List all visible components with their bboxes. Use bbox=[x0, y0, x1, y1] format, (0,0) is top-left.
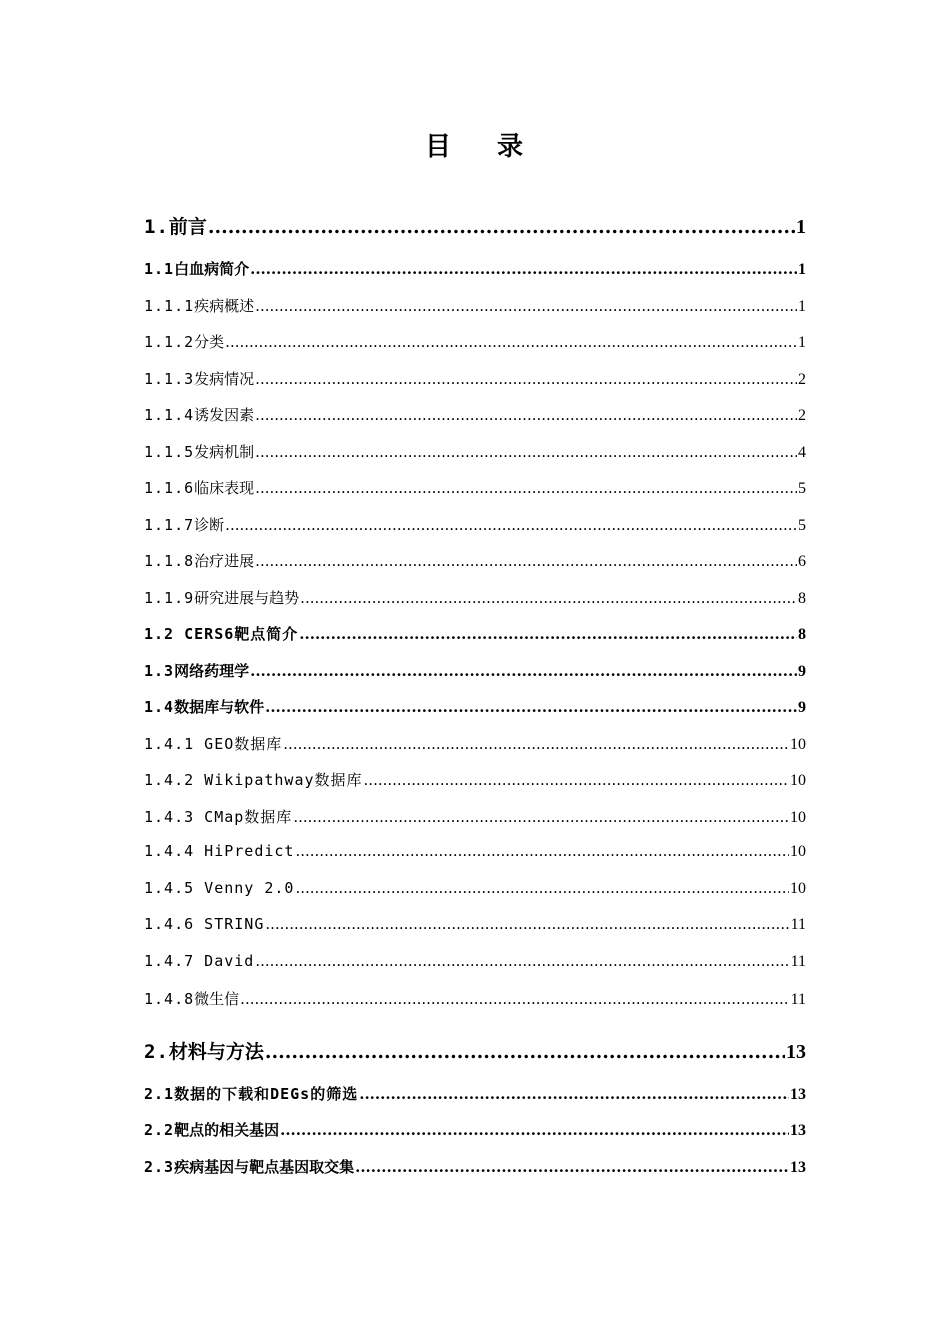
toc-entry[interactable] bbox=[144, 842, 806, 879]
toc-page-number: 2 bbox=[798, 370, 806, 388]
toc-page-number: 5 bbox=[798, 480, 806, 497]
toc-entry-text: 治疗进展 bbox=[194, 552, 255, 570]
toc-page-number: 10 bbox=[790, 879, 806, 897]
toc-entry-number: 2. bbox=[144, 1040, 169, 1063]
toc-leader-dots bbox=[255, 479, 797, 497]
toc-entry[interactable] bbox=[144, 1119, 806, 1156]
toc-entry[interactable] bbox=[144, 368, 806, 405]
toc-entry-label bbox=[144, 587, 299, 608]
toc-entry-text: CMap数据库 bbox=[194, 807, 293, 826]
toc-entry-text: 微生信 bbox=[194, 990, 240, 1008]
toc-entry-label bbox=[144, 550, 254, 571]
toc-page-number: 11 bbox=[790, 916, 806, 933]
toc-leader-dots bbox=[364, 771, 789, 789]
toc-entry-text: 诱发因素 bbox=[194, 406, 255, 424]
toc-entry-label bbox=[144, 623, 298, 644]
toc-entry[interactable] bbox=[144, 514, 806, 551]
toc-entry-text: 诊断 bbox=[194, 515, 225, 534]
toc-entry-label bbox=[144, 258, 249, 279]
toc-leader-dots bbox=[283, 735, 789, 753]
toc-entry-number: 1.3 bbox=[144, 661, 175, 680]
toc-entry-text: 白血病简介 bbox=[174, 260, 250, 278]
toc-leader-dots bbox=[255, 370, 797, 388]
toc-leader-dots bbox=[255, 952, 789, 970]
toc-entry[interactable] bbox=[144, 879, 806, 916]
toc-entry[interactable] bbox=[144, 477, 806, 514]
toc-entry[interactable] bbox=[144, 258, 806, 295]
toc-entry-number: 1.4.2 bbox=[144, 771, 195, 789]
toc-entry-text: 分类 bbox=[194, 333, 225, 351]
toc-entry-label bbox=[144, 1119, 279, 1140]
toc-page-number: 1 bbox=[798, 261, 806, 278]
toc-entry-text: CERS6靶点简介 bbox=[174, 625, 299, 643]
toc-page-number: 10 bbox=[790, 735, 806, 753]
toc-page-number: 8 bbox=[798, 626, 806, 643]
toc-entry-text: 材料与方法 bbox=[168, 1040, 264, 1063]
toc-leader-dots bbox=[208, 216, 795, 238]
toc-entry-number: 1.4.6 bbox=[144, 915, 195, 933]
toc-leader-dots bbox=[293, 808, 789, 826]
toc-entry-number: 1.1.2 bbox=[144, 333, 195, 351]
toc-entry[interactable] bbox=[144, 1037, 806, 1083]
toc-leader-dots bbox=[255, 552, 797, 570]
toc-entry-number: 1. bbox=[144, 216, 169, 238]
toc-entry-text: 靶点的相关基因 bbox=[174, 1121, 280, 1139]
toc-page-number: 11 bbox=[790, 952, 806, 970]
toc-entry-number: 1.1.6 bbox=[144, 479, 195, 497]
toc-leader-dots bbox=[265, 915, 789, 933]
toc-page-number: 13 bbox=[790, 1085, 806, 1103]
toc-entry-number: 1.1.3 bbox=[144, 369, 195, 388]
toc-page-number: 10 bbox=[790, 843, 806, 860]
toc-leader-dots bbox=[255, 443, 797, 461]
toc-entry[interactable] bbox=[144, 404, 806, 441]
toc-title bbox=[0, 126, 950, 163]
toc-entry[interactable] bbox=[144, 1156, 806, 1193]
toc-entry-label bbox=[144, 879, 294, 897]
toc-entry-text: 疾病概述 bbox=[194, 296, 255, 315]
toc-entry-number: 1.2 bbox=[144, 625, 175, 643]
toc-entry-number: 1.4.1 bbox=[144, 734, 195, 753]
toc-page-number: 9 bbox=[798, 699, 806, 716]
toc-entry[interactable] bbox=[144, 441, 806, 478]
toc-entry[interactable] bbox=[144, 733, 806, 770]
toc-entry-label bbox=[144, 441, 254, 462]
toc-entry[interactable] bbox=[144, 769, 806, 806]
toc-entry-text: 疾病基因与靶点基因取交集 bbox=[174, 1157, 355, 1176]
toc-leader-dots bbox=[250, 662, 797, 680]
toc-entry-number: 1.4.5 bbox=[144, 878, 195, 897]
toc-page-number: 10 bbox=[790, 772, 806, 789]
toc-page-number: 1 bbox=[796, 216, 806, 238]
toc-entry-text: 发病机制 bbox=[194, 442, 255, 461]
toc-entry-text: 数据的下载和DEGs的筛选 bbox=[174, 1084, 359, 1103]
toc-leader-dots bbox=[300, 589, 797, 607]
toc-entry-label bbox=[144, 477, 254, 498]
toc-leader-dots bbox=[225, 333, 797, 351]
toc-page-number: 5 bbox=[798, 516, 806, 534]
toc-leader-dots bbox=[240, 990, 789, 1008]
toc-leader-dots bbox=[355, 1158, 789, 1176]
toc-page-number: 13 bbox=[790, 1158, 806, 1176]
toc-entry[interactable] bbox=[144, 550, 806, 587]
toc-leader-dots bbox=[359, 1085, 789, 1103]
toc-entry[interactable] bbox=[144, 1083, 806, 1120]
toc-entry-number: 1.1.9 bbox=[144, 588, 195, 607]
toc-entry[interactable] bbox=[144, 295, 806, 332]
toc-entry-label bbox=[144, 295, 254, 316]
toc-entry[interactable] bbox=[144, 660, 806, 697]
toc-page-number: 13 bbox=[786, 1040, 806, 1063]
toc-page-number: 4 bbox=[798, 443, 806, 461]
toc-entry-number: 1.1.7 bbox=[144, 515, 195, 534]
toc-entry[interactable] bbox=[144, 587, 806, 624]
toc-entry-label bbox=[144, 660, 249, 681]
toc-entry-number: 1.4.8 bbox=[144, 990, 195, 1008]
toc-entry-label bbox=[144, 806, 292, 827]
toc-leader-dots bbox=[225, 516, 797, 534]
toc-entry-label bbox=[144, 1156, 354, 1177]
toc-entry-number: 1.1 bbox=[144, 260, 175, 278]
toc-title-left: 目 bbox=[424, 132, 453, 162]
toc-entry-number: 1.1.8 bbox=[144, 552, 195, 570]
toc-entry-text: 前言 bbox=[168, 216, 207, 238]
toc-entry-label bbox=[144, 368, 254, 389]
toc-entry[interactable] bbox=[144, 212, 806, 258]
toc-page-number: 1 bbox=[798, 334, 806, 351]
toc-entry-text: Venny 2.0 bbox=[194, 878, 295, 897]
toc-entry-label bbox=[144, 769, 363, 790]
toc-entry-text: 研究进展与趋势 bbox=[194, 588, 300, 607]
toc-entry-number: 1.4.4 bbox=[144, 842, 195, 860]
toc-entry-number: 1.4.7 bbox=[144, 951, 195, 970]
toc-entry-number: 1.4 bbox=[144, 698, 175, 716]
toc-entry[interactable] bbox=[144, 806, 806, 843]
toc-entry[interactable] bbox=[144, 988, 806, 1025]
toc-entry-number: 1.1.4 bbox=[144, 406, 195, 424]
toc-entry-number: 2.1 bbox=[144, 1084, 175, 1103]
toc-leader-dots bbox=[295, 879, 789, 897]
toc-title-right: 录 bbox=[497, 132, 526, 162]
toc-entry[interactable] bbox=[144, 331, 806, 368]
toc-entry[interactable] bbox=[144, 952, 806, 989]
toc-page-number: 2 bbox=[798, 407, 806, 424]
toc-leader-dots bbox=[250, 260, 797, 278]
toc-entry[interactable] bbox=[144, 915, 806, 952]
toc-entry-text: Wikipathway数据库 bbox=[194, 771, 363, 789]
toc-entry-text: HiPredict bbox=[194, 842, 295, 860]
toc-leader-dots bbox=[255, 297, 797, 315]
toc-entry-label bbox=[144, 212, 207, 239]
toc-leader-dots bbox=[299, 625, 797, 643]
toc-entry-label bbox=[144, 404, 254, 425]
toc-entry-text: STRING bbox=[194, 915, 265, 933]
toc-entry-text: 数据库与软件 bbox=[174, 698, 265, 716]
toc-entry-text: 发病情况 bbox=[194, 369, 255, 388]
toc-entry-text: GEO数据库 bbox=[194, 734, 283, 753]
toc-entry-text: David bbox=[194, 951, 255, 970]
toc-entry-label bbox=[144, 915, 264, 933]
toc-page-number: 8 bbox=[798, 589, 806, 607]
toc-leader-dots bbox=[265, 698, 797, 716]
toc-entry-text: 临床表现 bbox=[194, 479, 255, 497]
toc-entry-number: 1.4.3 bbox=[144, 807, 195, 826]
toc-leader-dots bbox=[265, 1041, 785, 1063]
toc-page-number: 10 bbox=[790, 808, 806, 826]
toc-leader-dots bbox=[295, 842, 789, 860]
toc-entry-number: 1.1.1 bbox=[144, 296, 195, 315]
toc-entry-number: 1.1.5 bbox=[144, 442, 195, 461]
toc-entry-label bbox=[144, 952, 254, 970]
table-of-contents bbox=[144, 212, 806, 1192]
toc-page-number: 11 bbox=[790, 991, 806, 1008]
toc-entry-label bbox=[144, 988, 239, 1009]
toc-page-number: 9 bbox=[798, 662, 806, 680]
toc-page-number: 6 bbox=[798, 553, 806, 570]
toc-leader-dots bbox=[280, 1121, 789, 1139]
toc-entry[interactable] bbox=[144, 623, 806, 660]
toc-entry-label bbox=[144, 842, 294, 860]
toc-leader-dots bbox=[255, 406, 797, 424]
toc-entry-number: 2.2 bbox=[144, 1121, 175, 1139]
toc-entry-label bbox=[144, 331, 224, 352]
toc-entry-text: 网络药理学 bbox=[174, 661, 250, 680]
toc-entry-number: 2.3 bbox=[144, 1157, 175, 1176]
toc-page-number: 13 bbox=[790, 1122, 806, 1139]
toc-entry-label bbox=[144, 696, 264, 717]
toc-entry-label bbox=[144, 733, 282, 754]
toc-entry-label bbox=[144, 514, 224, 535]
toc-entry-label bbox=[144, 1037, 264, 1064]
toc-page-number: 1 bbox=[798, 297, 806, 315]
toc-entry-label bbox=[144, 1083, 358, 1104]
toc-entry[interactable] bbox=[144, 696, 806, 733]
